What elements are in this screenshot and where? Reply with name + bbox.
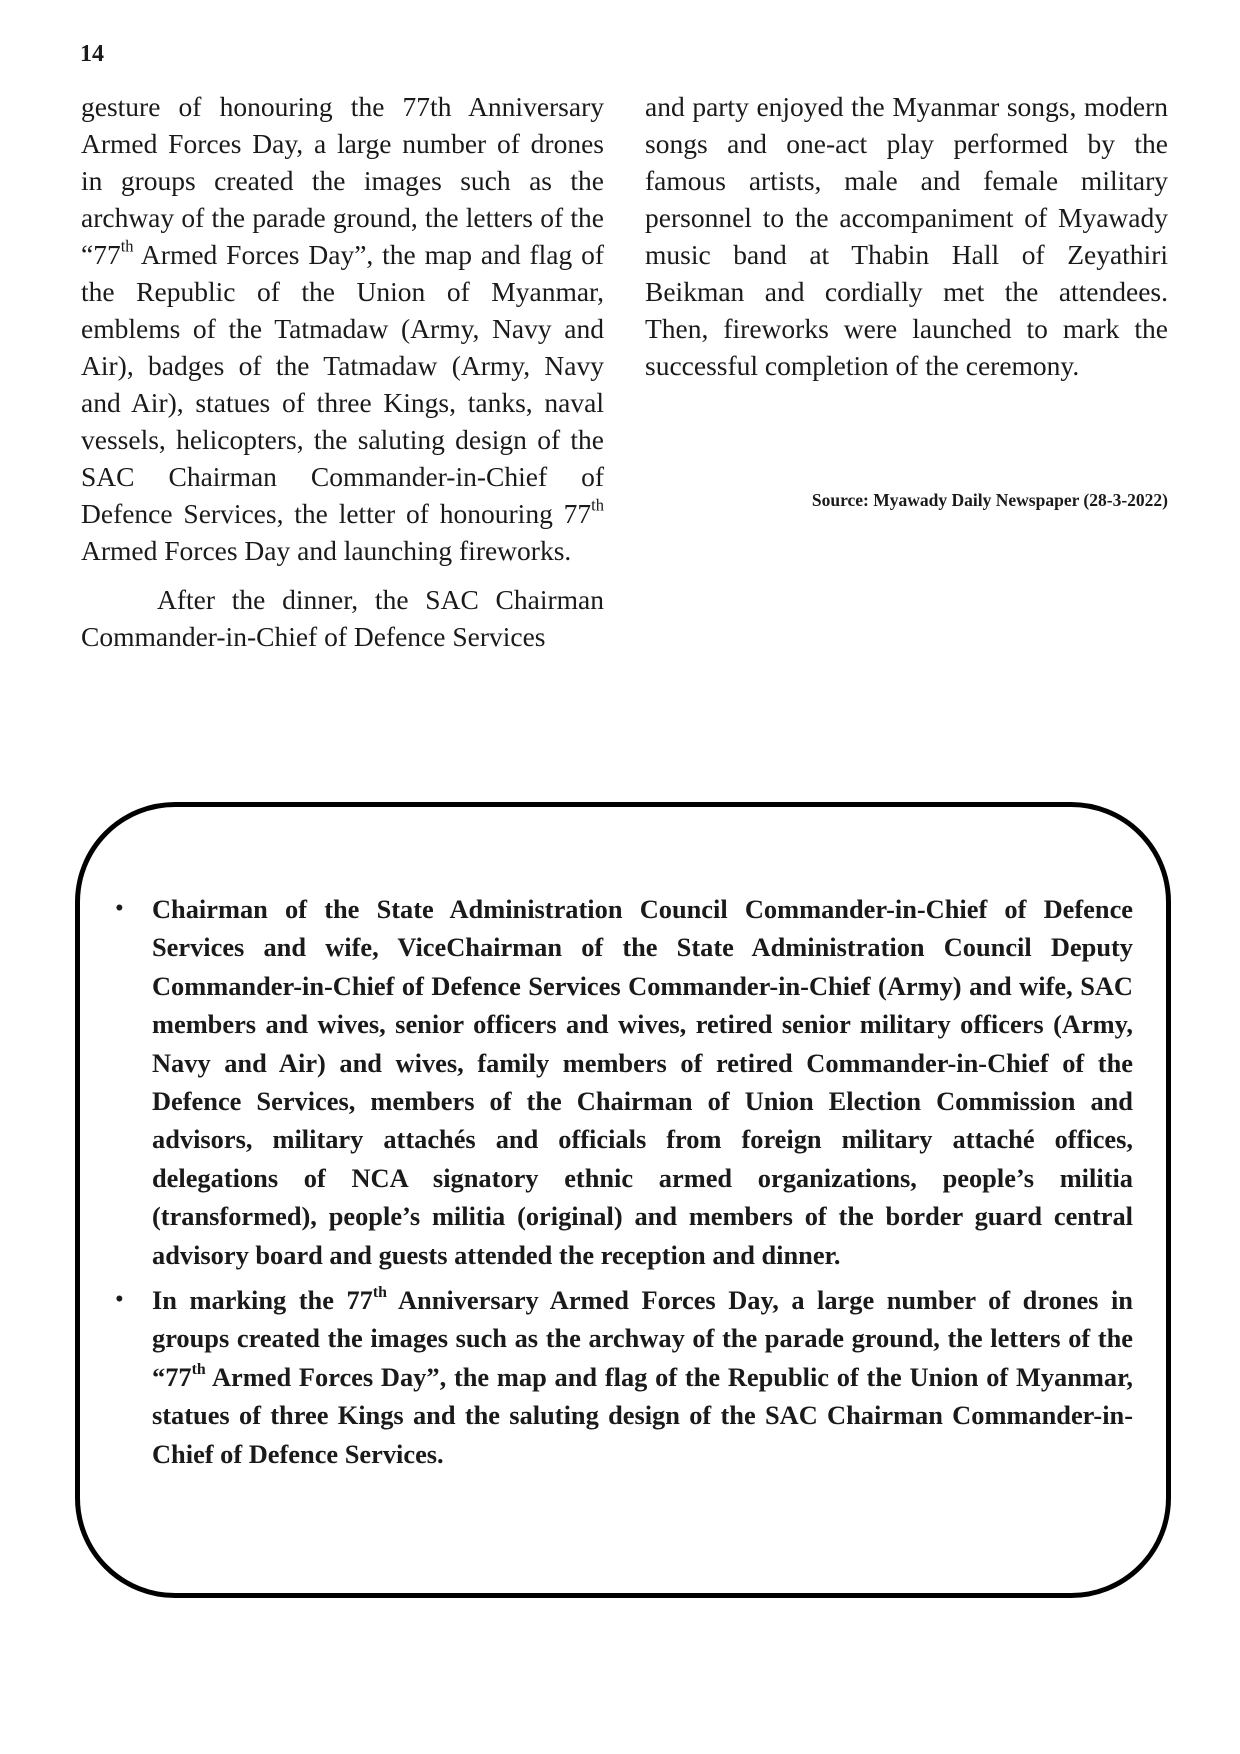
text-run: Anniversary Armed Forces Day, a large number of drones in groups created the images such as the archway of the parade ground, the letters of the “77 — [152, 1285, 1133, 1392]
text-run: Armed Forces Day”, the map and flag of the Republic of the Union of Myanmar, statues of three Kings and the saluting design of the SAC Chairman Commander-in-Chief of Defence Services. — [152, 1361, 1133, 1469]
article-paragraph: and party enjoyed the Myanmar songs, modern songs and one-act play performed by the famous artists, male and female military personnel to the accompaniment of Myawady music band at Thabin Hall of Zeyathiri Beikman and cordially met the attendees. Then, fireworks were launched to mark the successful completion of the ceremony. — [645, 91, 1168, 381]
article-left-column — [81, 88, 604, 655]
text-run: Armed Forces Day”, the map and flag of the Republic of the Union of Myanmar, emblems of the Tatmadaw (Army, Navy and Air), badges of the Tatmadaw (Army, Navy and Air), statues of three Kings, tanks, naval vessels, helicopters, the saluting design of the SAC Chairman Commander-in-Chief of Defence Services, the letter of honouring 77 — [81, 239, 604, 529]
summary-bullet-list — [115, 890, 1133, 1473]
ordinal-suffix: th — [191, 1361, 206, 1378]
page-number: 14 — [80, 41, 104, 67]
article-paragraph — [81, 88, 604, 569]
source-citation: Source: Myawady Daily Newspaper (28-3-2022) — [811, 490, 1168, 510]
text-run: In marking the 77 — [152, 1285, 373, 1316]
ordinal-suffix: th — [120, 236, 134, 256]
bullet-text: Chairman of the State Administration Council Commander-in-Chief of Defence Services and wife, ViceChairman of the State Administration Council Deputy Commander-in-Chief of Defence Services Commander-in-Chief (Army) and wife, SAC members and wives, senior officers and wives, retired senior military officers (Army, Navy and Air) and wives, family members of retired Commander-in-Chief of the Defence Services, members of the Chairman of Union Election Commission and advisors, military attachés and officials from foreign military attaché offices, delegations of NCA signatory ethnic armed organizations, people’s militia (transformed), people’s militia (original) and members of the border guard central advisory board and guests attended the reception and dinner. — [152, 894, 1133, 1270]
summary-bullet-item — [115, 890, 1133, 1274]
ordinal-suffix: th — [591, 495, 604, 515]
text-run: gesture of honouring the 77th Anniversary Armed Forces Day, a large number of drones in groups created the images such as the archway of the parade ground, the letters of the “77 — [81, 91, 604, 270]
summary-bullet-item — [115, 1281, 1133, 1473]
bullet-icon: • — [115, 1286, 124, 1314]
article-paragraph: After the dinner, the SAC Chairman Commander-in-Chief of Defence Services — [81, 584, 604, 652]
bullet-icon: • — [115, 895, 124, 922]
text-run: Armed Forces Day and launching fireworks. — [81, 535, 572, 566]
ordinal-suffix: th — [372, 1284, 387, 1302]
article-right-column — [645, 88, 1168, 511]
